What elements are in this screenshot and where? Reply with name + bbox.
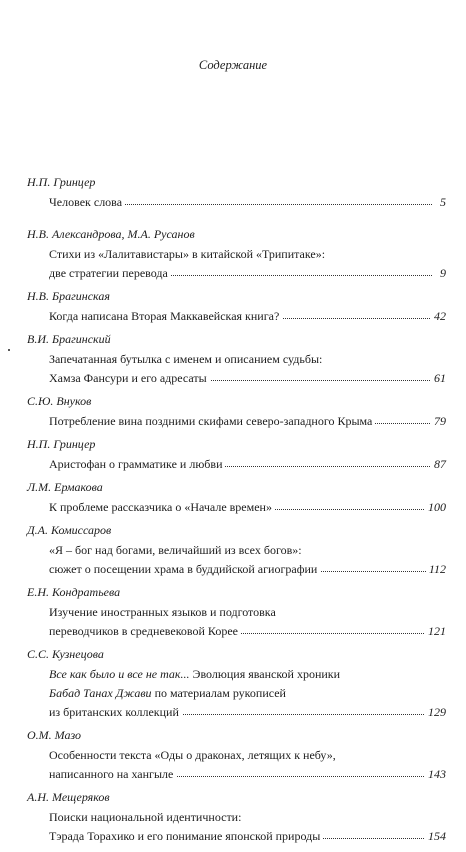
toc-page-number: 42 — [431, 309, 446, 324]
toc-author: Н.П. Гринцер — [27, 437, 96, 451]
toc-title-line: Все как было и все не так... Эволюция яванской хроники — [49, 667, 343, 682]
toc-page-number: 61 — [431, 371, 446, 386]
toc-author: Н.П. Гринцер — [27, 175, 96, 189]
toc-entry[interactable] — [0, 790, 466, 848]
toc-title-line: две стратегии перевода — [49, 266, 171, 281]
toc-page-number: 87 — [431, 457, 446, 472]
toc-title-line: Аристофан о грамматике и любви — [49, 457, 225, 472]
toc-title-line: из британских коллекций — [49, 705, 182, 720]
toc-author: С.С. Кузнецова — [27, 647, 104, 661]
toc-page-number: 154 — [425, 829, 446, 844]
toc-entry[interactable] — [0, 227, 466, 285]
toc-page-number: 129 — [425, 705, 446, 720]
toc-title-line: Хамза Фансури и его адресаты — [49, 371, 210, 386]
toc-heading: Содержание — [198, 58, 268, 72]
toc-title-line: Особенности текста «Оды о драконах, летящих к небу», — [49, 748, 339, 763]
toc-page-number: 121 — [425, 624, 446, 639]
toc-title-line: Поиски национальной идентичности: — [49, 810, 244, 825]
toc-page-number: 5 — [437, 195, 446, 210]
toc-author: Л.М. Ермакова — [27, 480, 103, 494]
toc-title-line: К проблеме рассказчика о «Начале времен» — [49, 500, 275, 515]
toc-title-line: «Я – бог над богами, величайший из всех богов»: — [49, 543, 305, 558]
toc-author: А.Н. Мещеряков — [27, 790, 110, 804]
toc-entry[interactable] — [0, 175, 466, 214]
toc-page-number: 143 — [425, 767, 446, 782]
toc-title-line: написанного на хангыле — [49, 767, 176, 782]
toc-entry[interactable] — [0, 437, 466, 476]
toc-entry[interactable] — [0, 480, 466, 519]
toc-page-number: 100 — [425, 500, 446, 515]
toc-title-line: Изучение иностранных языков и подготовка — [49, 605, 279, 620]
toc-title-line: Запечатанная бутылка с именем и описанием судьбы: — [49, 352, 325, 367]
toc-author: В.И. Брагинский — [27, 332, 111, 346]
toc-page-number: 79 — [431, 414, 446, 429]
toc-entry[interactable] — [0, 585, 466, 643]
toc-entry[interactable] — [0, 647, 466, 724]
toc-page-number: 9 — [437, 266, 446, 281]
toc-entry[interactable] — [0, 523, 466, 581]
toc-title-line: Человек слова — [49, 195, 125, 210]
toc-title-line: Стихи из «Лалитавистары» в китайской «Трипитаке»: — [49, 247, 328, 262]
toc-title-line: переводчиков в средневековой Корее — [49, 624, 241, 639]
toc-page-number: 112 — [426, 562, 446, 577]
table-of-contents — [0, 175, 466, 852]
toc-entry[interactable] — [0, 728, 466, 786]
toc-author: Н.В. Брагинская — [27, 289, 110, 303]
toc-title-line: Тэрада Торахико и его понимание японской природы — [49, 829, 323, 844]
toc-entry[interactable] — [0, 394, 466, 433]
toc-author: С.Ю. Внуков — [27, 394, 92, 408]
toc-title-line: Бабад Танах Джави по материалам рукописей — [49, 686, 289, 701]
toc-author: Е.Н. Кондратьева — [27, 585, 121, 599]
toc-title-line: Потребление вина поздними скифами северо-западного Крыма — [49, 414, 375, 429]
toc-author: О.М. Мазо — [27, 728, 82, 742]
toc-entry[interactable] — [0, 332, 466, 390]
toc-title-line: сюжет о посещении храма в буддийской агиографии — [49, 562, 320, 577]
toc-entry[interactable] — [0, 289, 466, 328]
toc-author: Д.А. Комиссаров — [27, 523, 112, 537]
toc-title-line: Когда написана Вторая Маккавейская книга? — [49, 309, 282, 324]
toc-author: Н.В. Александрова, М.А. Русанов — [27, 227, 195, 241]
